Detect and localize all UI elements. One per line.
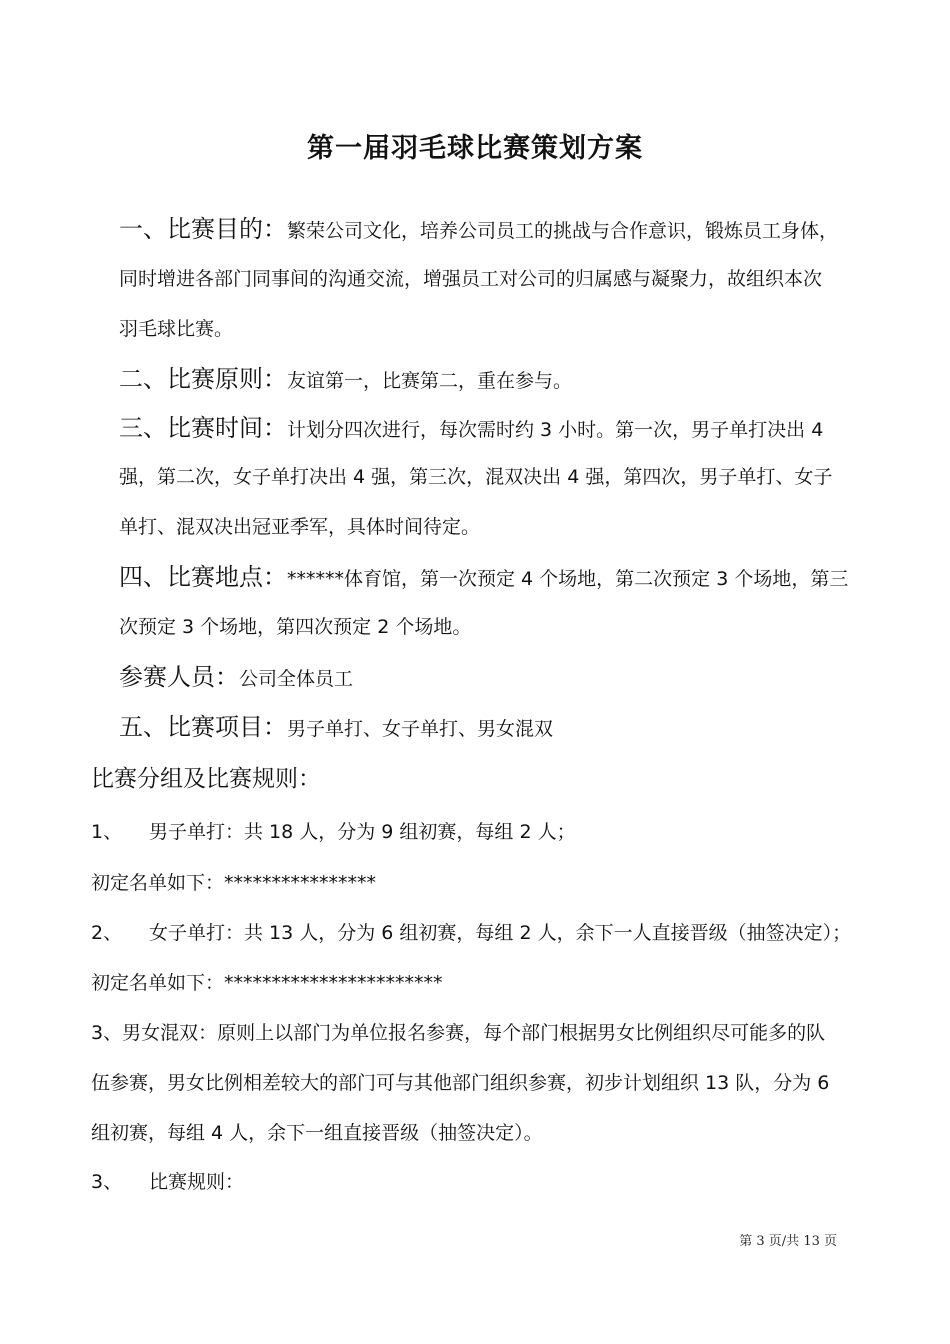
grouping-item-1-number: 1、 — [91, 821, 123, 843]
time-text-1: 计划分四次进行，每次需时约 3 小时。第一次，男子单打决出 4 — [287, 419, 824, 441]
grouping-item-2-text: 女子单打：共 13 人，分为 6 组初赛，每组 2 人，余下一人直接晋级（抽签决定）； — [149, 922, 852, 944]
participants-text: 公司全体员工 — [239, 668, 354, 690]
grouping-list-1: 初定名单如下：**************** — [91, 872, 377, 894]
principle-line — [119, 366, 572, 394]
grouping-item-1-text: 男子单打：共 18 人，分为 9 组初赛，每组 2 人； — [149, 821, 576, 843]
grouping-item-4-number: 3、 — [91, 1171, 123, 1193]
grouping-item-1 — [91, 819, 576, 845]
events-heading: 五、比赛项目： — [119, 713, 287, 741]
participants-heading: 参赛人员： — [119, 663, 239, 691]
time-heading: 三、比赛时间： — [119, 414, 287, 442]
grouping-item-2 — [91, 920, 851, 946]
grouping-item-3-line-3: 组初赛，每组 4 人，余下一组直接晋级（抽签决定）。 — [91, 1122, 543, 1144]
time-line-3: 单打、混双决出冠亚季军，具体时间待定。 — [119, 516, 481, 538]
page-footer: 第 3 页/共 13 页 — [739, 1234, 837, 1249]
principle-text: 友谊第一，比赛第二，重在参与。 — [287, 370, 573, 392]
location-heading: 四、比赛地点： — [119, 563, 287, 591]
purpose-line-1 — [119, 216, 838, 244]
time-line-2: 强，第二次，女子单打决出 4 强，第三次，混双决出 4 强，第四次，男子单打、女子 — [119, 466, 833, 488]
grouping-list-2: 初定名单如下：*********************** — [91, 972, 443, 994]
grouping-item-4-text: 比赛规则： — [149, 1171, 245, 1193]
events-line — [119, 714, 553, 742]
document-title: 第一届羽毛球比赛策划方案 — [307, 133, 643, 164]
location-line-2: 次预定 3 个场地，第四次预定 2 个场地。 — [119, 616, 472, 638]
grouping-heading: 比赛分组及比赛规则： — [91, 766, 321, 792]
location-line-1 — [119, 564, 848, 592]
purpose-line-2: 同时增进各部门同事间的沟通交流，增强员工对公司的归属感与凝聚力，故组织本次 — [119, 268, 823, 290]
participants-line — [119, 664, 353, 692]
location-text-1: ******体育馆，第一次预定 4 个场地，第二次预定 3 个场地，第三 — [287, 568, 849, 590]
purpose-line-3: 羽毛球比赛。 — [119, 318, 234, 340]
grouping-item-3-line-1: 3、男女混双：原则上以部门为单位报名参赛，每个部门根据男女比例组织尽可能多的队 — [91, 1022, 826, 1044]
time-line-1 — [119, 415, 823, 443]
principle-heading: 二、比赛原则： — [119, 365, 287, 393]
grouping-item-2-number: 2、 — [91, 922, 123, 944]
purpose-text-1: 繁荣公司文化，培养公司员工的挑战与合作意识，锻炼员工身体， — [287, 220, 839, 242]
grouping-item-4 — [91, 1169, 244, 1195]
purpose-heading: 一、比赛目的： — [119, 215, 287, 243]
events-text: 男子单打、女子单打、男女混双 — [287, 718, 554, 740]
grouping-item-3-line-2: 伍参赛，男女比例相差较大的部门可与其他部门组织参赛，初步计划组织 13 队，分为 6 — [91, 1072, 830, 1094]
